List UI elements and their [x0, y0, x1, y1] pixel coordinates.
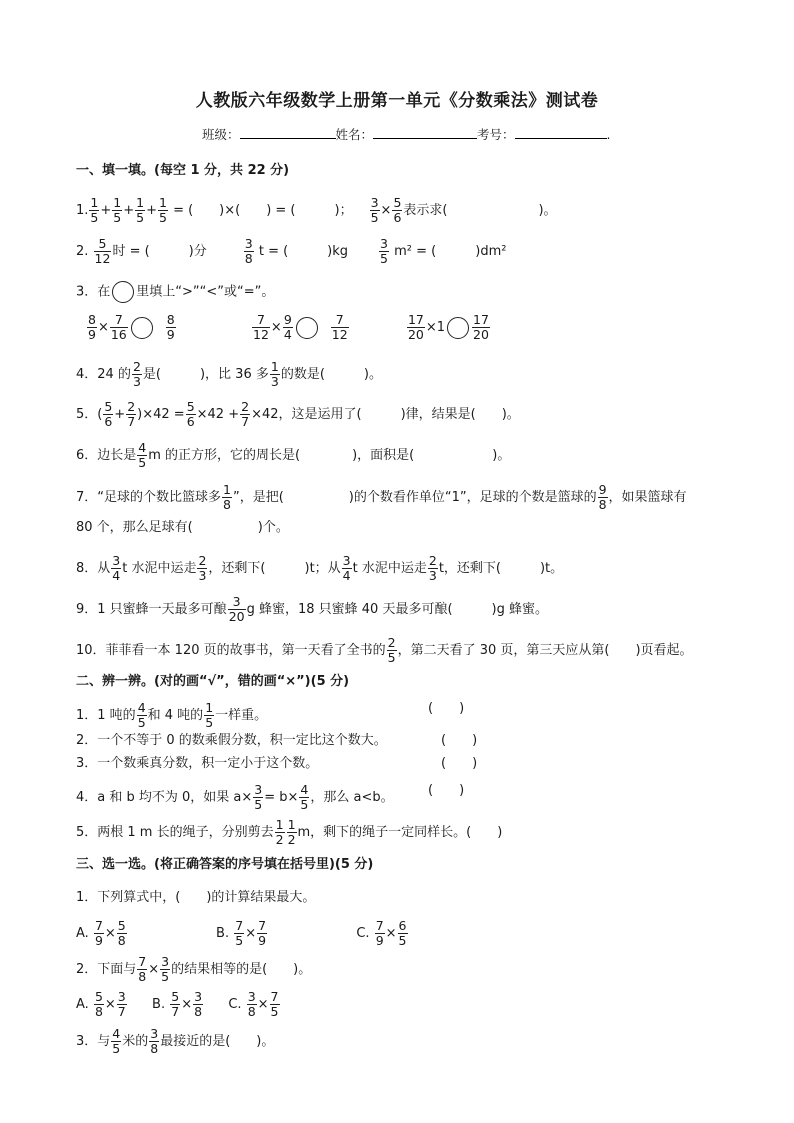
fraction [270, 360, 280, 389]
denominator: 5 [235, 933, 244, 948]
question-1-7 [76, 483, 687, 512]
denominator: 5 [112, 1041, 121, 1056]
denominator: 4 [342, 568, 351, 583]
denominator: 12 [331, 327, 348, 342]
fraction [287, 818, 297, 847]
fraction [103, 400, 113, 429]
fraction [117, 919, 127, 948]
fraction [89, 196, 99, 225]
numerator: 3 [150, 1026, 159, 1041]
text: 5．( [76, 407, 103, 422]
question-1-9 [76, 595, 548, 624]
denominator: 8 [598, 497, 607, 512]
numerator: 1 [113, 195, 122, 210]
denominator: 7 [117, 1004, 126, 1019]
section-2-heading: 二、辨一辨。(对的画“√”，错的画“×”)(5 分) [76, 674, 350, 689]
numerator: 5 [104, 399, 113, 414]
text: 7．“足球的个数比篮球多 [76, 490, 222, 505]
answer-blank[interactable]: 最接近的是( )。 [160, 1034, 275, 1049]
fraction [331, 313, 349, 342]
numerator: 5 [186, 399, 195, 414]
numerator: 8 [166, 312, 175, 327]
numerator: 3 [244, 236, 253, 251]
denominator: 7 [241, 414, 250, 429]
fraction [228, 595, 246, 624]
text: 和 4 吨的 [147, 708, 204, 723]
fraction [197, 554, 207, 583]
answer-blanks[interactable]: = ( )×( ) = ( )； [168, 203, 353, 218]
fraction [342, 554, 352, 583]
fraction [170, 990, 180, 1019]
text: 1．1 吨的 [76, 708, 136, 723]
fraction [117, 990, 127, 1019]
fraction [112, 196, 122, 225]
question-3-3 [76, 1027, 274, 1056]
fraction [598, 483, 608, 512]
denominator: 8 [94, 1004, 103, 1019]
denominator: 4 [112, 568, 121, 583]
denominator: 5 [398, 933, 407, 948]
fraction [257, 919, 267, 948]
answer-blank[interactable]: t，还剩下( )t。 [438, 561, 564, 576]
fraction [270, 990, 280, 1019]
denominator: 5 [161, 969, 170, 984]
question-1-3 [76, 281, 274, 303]
denominator: 5 [90, 210, 99, 225]
judge-paren[interactable]: ( ) [428, 701, 465, 716]
answer-blank[interactable]: m² = ( )dm² [394, 244, 507, 259]
q-number: 1. [76, 203, 89, 218]
text: 2. [76, 244, 89, 259]
compare-circle[interactable] [296, 317, 318, 339]
numerator: 17 [473, 312, 489, 327]
numerator: 9 [283, 312, 292, 327]
fraction [186, 400, 196, 429]
answer-blank[interactable]: t = ( )kg [258, 244, 349, 259]
numerator: 4 [137, 700, 146, 715]
fraction [392, 196, 402, 225]
fraction [111, 554, 121, 583]
numerator: 1 [223, 482, 231, 497]
denominator: 5 [270, 1004, 279, 1019]
numerator: 5 [393, 195, 402, 210]
fraction [370, 196, 380, 225]
option-c[interactable]: C. [228, 997, 242, 1012]
denominator: 9 [258, 933, 267, 948]
option-b[interactable]: B. [216, 926, 230, 941]
denominator: 5 [300, 797, 309, 812]
numerator: 5 [94, 237, 112, 252]
text: 10．菲菲看一本 120 页的故事书，第一天看了全书的 [76, 643, 386, 658]
numerator: 4 [138, 440, 147, 455]
exam-id-blank[interactable] [515, 126, 607, 139]
denominator: 8 [194, 1004, 203, 1019]
denominator: 7 [127, 414, 136, 429]
numerator: 1 [158, 195, 167, 210]
denominator: 3 [132, 374, 141, 389]
fraction [135, 196, 145, 225]
denominator: 5 [370, 210, 379, 225]
numerator: 7 [94, 918, 103, 933]
numerator: 2 [132, 359, 141, 374]
compare-circle[interactable] [131, 317, 153, 339]
text: 3．在 [76, 284, 111, 300]
numerator: 2 [387, 635, 396, 650]
question-2-1 [76, 701, 267, 730]
fraction [94, 237, 112, 266]
denominator: 5 [137, 715, 146, 730]
info-end: . [606, 127, 611, 142]
answer-blank[interactable]: 表示求( )。 [403, 203, 557, 218]
denominator: 2 [287, 832, 296, 847]
denominator: 8 [247, 1004, 256, 1019]
answer-blank[interactable]: m 的正方形，它的周长是( )，面积是( )。 [148, 448, 511, 463]
question-1-8 [76, 554, 563, 583]
fraction [472, 313, 490, 342]
text: 8．从 [76, 561, 111, 576]
numerator: 1 [270, 359, 279, 374]
fraction [193, 990, 203, 1019]
numerator: 2 [198, 553, 207, 568]
text: 9．1 只蜜蜂一天最多可酿 [76, 602, 227, 617]
question-1-3-items [86, 313, 491, 342]
text: 3．与 [76, 1034, 111, 1049]
option-a[interactable]: A. [76, 926, 89, 941]
numerator: 2 [241, 399, 250, 414]
numerator: 17 [407, 312, 424, 327]
answer-blank[interactable]: 的数是( )。 [280, 367, 382, 382]
numerator: 7 [258, 918, 267, 933]
denominator: 8 [150, 1041, 159, 1056]
question-1-1 [76, 196, 557, 225]
numerator: 7 [110, 313, 128, 328]
class-blank[interactable] [240, 126, 336, 139]
numerator: 7 [375, 918, 384, 933]
denominator: 5 [136, 210, 145, 225]
numerator: 8 [88, 312, 96, 327]
numerator: 3 [247, 989, 256, 1004]
question-3-2-options: A. $\frac{5}{8}$ × $\frac{3}{7}$ B. $\frac{5}{7}$ × $\frac{3}{8}$ C. $\frac{3}{8}$ × $\frac{7}{5}$ [76, 989, 279, 1019]
text: ×42 + [196, 407, 240, 422]
question-1-2 [76, 237, 506, 266]
denominator: 8 [223, 497, 231, 512]
question-1-4 [76, 360, 382, 389]
name-label: 姓名： [335, 127, 374, 142]
numerator: 3 [161, 954, 170, 969]
numerator: 7 [331, 313, 349, 328]
fraction [137, 701, 147, 730]
denominator: 4 [283, 327, 292, 342]
denominator: 20 [407, 327, 424, 342]
text: ，如果篮球有 [608, 490, 687, 505]
denominator: 9 [375, 933, 384, 948]
question-3-2: 2．下面与 $\frac{7}{8}$ × $\frac{3}{5}$ 的结果相等的是( )。 [76, 954, 312, 984]
denominator: 3 [428, 568, 437, 583]
text: 4．a 和 b 均不为 0，如果 a× [76, 790, 253, 805]
numerator: 1 [287, 817, 296, 832]
numerator: 3 [112, 553, 121, 568]
section-1-heading: 一、填一填。(每空 1 分，共 22 分) [76, 163, 290, 178]
fraction [158, 196, 168, 225]
fraction [398, 919, 408, 948]
fraction [110, 313, 128, 342]
numerator: 3 [117, 989, 126, 1004]
text: 里填上“>”“<”或“=”。 [136, 284, 275, 300]
denominator: 3 [198, 568, 207, 583]
option-c[interactable]: C. [356, 926, 370, 941]
text: 4．24 的 [76, 367, 131, 382]
numerator: 3 [380, 236, 388, 251]
numerator: 3 [254, 782, 263, 797]
option-a[interactable]: A. [76, 997, 89, 1012]
text: 2．下面与 [76, 962, 137, 977]
question-3-1[interactable]: 1．下列算式中，( )的计算结果最大。 [76, 890, 316, 905]
denominator: 5 [380, 251, 388, 266]
numerator: 1 [275, 817, 284, 832]
denominator: 2 [275, 832, 284, 847]
denominator: 7 [171, 1004, 180, 1019]
numerator: 1 [205, 700, 214, 715]
section-3-heading: 三、选一选。(将正确答案的序号填在括号里)(5 分) [76, 857, 374, 872]
denominator: 8 [138, 969, 147, 984]
text: ，那么 a<b。 [310, 790, 394, 805]
numerator: 3 [342, 553, 351, 568]
question-1-5 [76, 400, 520, 429]
fraction [375, 919, 385, 948]
fraction [299, 783, 309, 812]
fraction [137, 441, 147, 470]
denominator: 3 [270, 374, 279, 389]
name-blank[interactable] [373, 126, 477, 139]
answer-blank[interactable]: 时 = ( )分 [112, 244, 207, 259]
fraction [253, 783, 263, 812]
fraction [126, 400, 136, 429]
numerator: 7 [270, 989, 279, 1004]
fraction [149, 1027, 159, 1056]
answer-blank[interactable]: ×42，这是运用了( )律，结果是( )。 [251, 407, 520, 422]
numerator: 2 [127, 399, 136, 414]
numerator: 1 [90, 195, 99, 210]
text: )×42 = [137, 407, 185, 422]
text: 5．两根 1 m 长的绳子，分别剪去 [76, 825, 274, 840]
denominator: 9 [166, 327, 175, 342]
denominator: 20 [473, 327, 489, 342]
question-1-6 [76, 441, 510, 470]
text: 6．边长是 [76, 448, 137, 463]
numerator: 7 [252, 313, 270, 328]
fraction [204, 701, 214, 730]
answer-blank[interactable]: 是( )，比 36 多 [142, 367, 269, 382]
denominator: 6 [186, 414, 195, 429]
fraction [222, 483, 232, 512]
text: 一样重。 [215, 708, 268, 723]
numerator: 4 [112, 1026, 121, 1041]
text: × [270, 320, 282, 335]
denominator: 8 [244, 251, 253, 266]
text: + [146, 203, 157, 218]
denominator: 9 [94, 933, 103, 948]
denominator: 12 [253, 327, 269, 342]
numerator: 2 [428, 553, 437, 568]
text: × [97, 320, 109, 335]
compare-circle[interactable] [447, 317, 469, 339]
answer-blank[interactable]: 的结果相等的是( )。 [171, 962, 312, 977]
answer-blank[interactable]: ，第二天看了 30 页，第三天应从第( )页看起。 [397, 643, 693, 658]
answer-blank[interactable]: ，还剩下( )t；从 [208, 561, 341, 576]
text: 米的 [122, 1034, 149, 1049]
judge-paren[interactable]: m，剩下的绳子一定同样长。( ) [297, 825, 503, 840]
fraction [283, 313, 293, 342]
numerator: 5 [171, 989, 180, 1004]
text: × [380, 203, 392, 218]
denominator: 5 [387, 650, 396, 665]
student-info-line [202, 125, 611, 143]
fraction [94, 919, 104, 948]
numerator: 7 [138, 954, 147, 969]
denominator: 5 [138, 455, 147, 470]
fraction [247, 990, 257, 1019]
text: + [123, 203, 135, 218]
denominator: 6 [393, 210, 402, 225]
denominator: 6 [104, 414, 113, 429]
text: t 水泥中运走 [122, 561, 197, 576]
numerator: 7 [235, 918, 244, 933]
text: ×1 [425, 320, 446, 335]
numerator: 6 [398, 918, 407, 933]
denominator: 20 [228, 609, 245, 624]
numerator: 4 [300, 782, 309, 797]
numerator: 3 [194, 989, 203, 1004]
text: = b× [264, 790, 299, 805]
numerator: 3 [228, 595, 246, 610]
answer-blank[interactable]: ”，是把( )的个数看作单位“1”，足球的个数是篮球的 [232, 490, 597, 505]
question-2-4 [76, 783, 394, 812]
fraction [240, 400, 250, 429]
numerator: 3 [370, 195, 379, 210]
fraction [132, 360, 142, 389]
fraction [87, 313, 97, 342]
denominator: 5 [205, 715, 214, 730]
text: + [114, 407, 126, 422]
question-2-2: 2．一个不等于 0 的数乘假分数，积一定比这个数大。 [76, 733, 387, 748]
denominator: 5 [158, 210, 167, 225]
answer-blank[interactable]: g 蜂蜜，18 只蜜蜂 40 天最多可酿( )g 蜂蜜。 [246, 602, 548, 617]
class-label: 班级： [202, 127, 240, 142]
fraction [94, 990, 104, 1019]
denominator: 9 [88, 327, 96, 342]
exam-id-label: 考号： [477, 127, 515, 142]
fraction [407, 313, 425, 342]
fraction [137, 955, 147, 984]
judge-paren[interactable]: ( ) [428, 783, 465, 798]
fraction [166, 313, 176, 342]
denominator: 5 [113, 210, 122, 225]
compare-circle[interactable] [112, 281, 134, 303]
fraction [234, 919, 244, 948]
question-2-5 [76, 818, 502, 847]
denominator: 12 [94, 251, 111, 266]
fraction [275, 818, 285, 847]
fraction [387, 636, 397, 665]
option-b[interactable]: B. [152, 997, 166, 1012]
denominator: 5 [254, 797, 263, 812]
question-2-3: 3．一个数乘真分数，积一定小于这个数。 [76, 756, 319, 771]
question-1-10 [76, 636, 693, 665]
question-1-7-line2[interactable]: 80 个，那么足球有( )个。 [76, 520, 289, 535]
numerator: 5 [117, 918, 126, 933]
numerator: 5 [94, 989, 103, 1004]
judge-paren[interactable]: ( ) [441, 756, 478, 771]
fraction [160, 955, 170, 984]
text: t 水泥中运走 [352, 561, 427, 576]
fraction [244, 237, 254, 266]
question-3-1-options: A. $\frac{7}{9}$ × $\frac{5}{8}$ B. $\frac{7}{5}$ × $\frac{7}{9}$ C. $\frac{7}{9}$ × $\frac{6}{5}$ [76, 918, 407, 948]
denominator: 8 [117, 933, 126, 948]
numerator: 1 [136, 195, 145, 210]
fraction [252, 313, 270, 342]
fraction [379, 237, 389, 266]
denominator: 16 [110, 327, 127, 342]
judge-paren[interactable]: ( ) [441, 733, 478, 748]
fraction [111, 1027, 121, 1056]
numerator: 9 [598, 482, 607, 497]
page-title: 人教版六年级数学上册第一单元《分数乘法》测试卷 [195, 91, 599, 111]
fraction [428, 554, 438, 583]
text: + [100, 203, 112, 218]
